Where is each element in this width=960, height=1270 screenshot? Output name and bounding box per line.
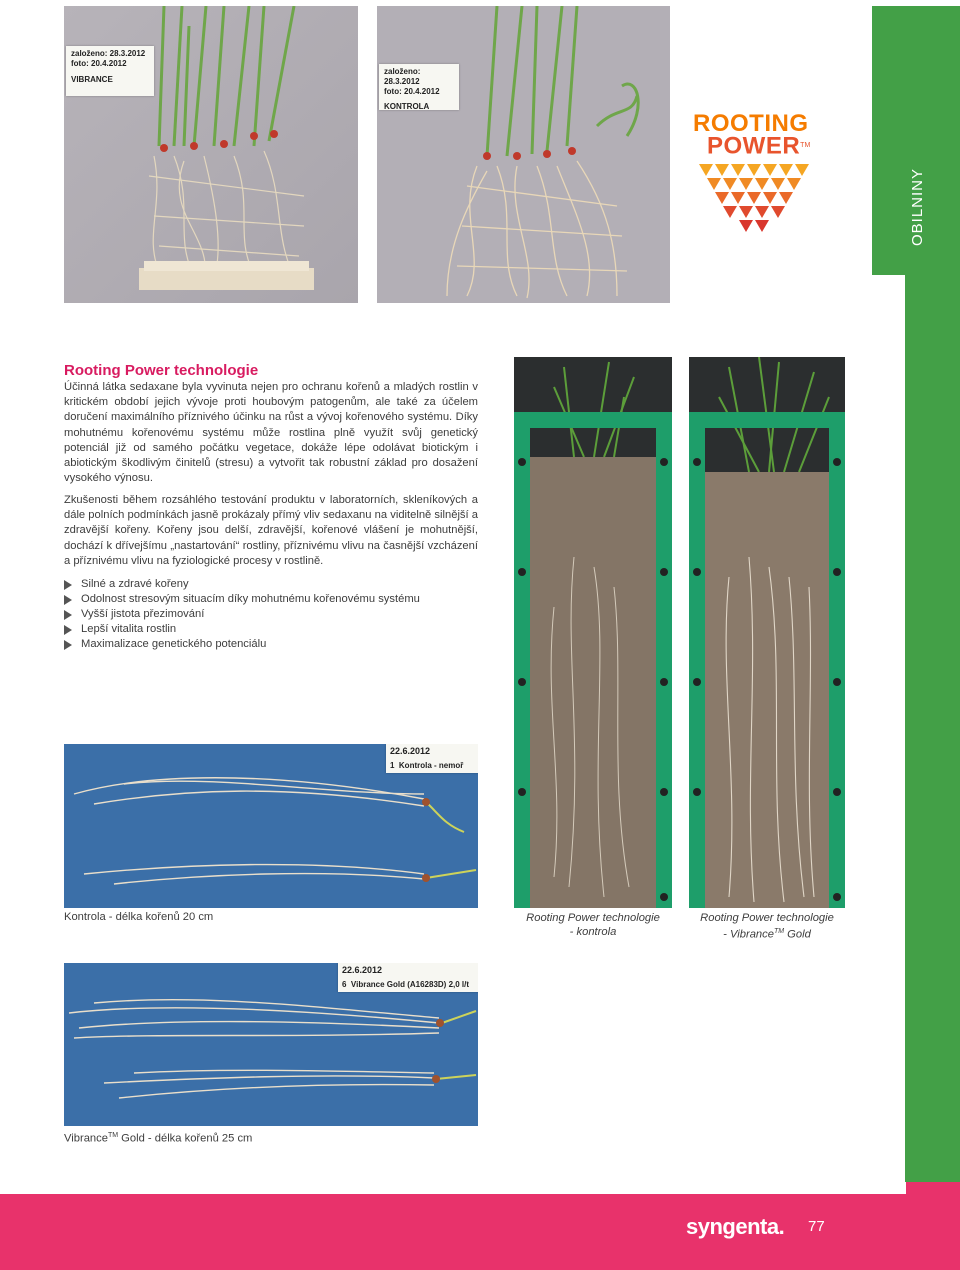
photo-tag: založeno: 28.3.2012 foto: 20.4.2012 KONTROLA — [379, 64, 459, 110]
paragraph-intro: Účinná látka sedaxane byla vyvinuta nejen pro ochranu kořenů a mladých rostlin v kritickém období jejich vývoje proti houbovým patogenům, ale také za účelem doručení maximálního příznivého účinku na růst a vývoj kořenového systému. Díky mohutnému kořenovému systému může rostlina plně využít svůj genetický potenciál již od samého počátku vegetace, dokáže lépe odolávat biotickým i abiotickým škodlivým činitelů (stresu) a vytvořit tak robustní základ pro dosažení vysokého výnosu. — [64, 381, 478, 485]
list-item: Silné a zdravé kořeny — [64, 577, 420, 592]
photo-vibrance-roots — [64, 963, 478, 1126]
list-item: Vyšší jistota přezimování — [64, 607, 420, 622]
logo-word-power: POWER — [707, 132, 801, 160]
caption-vibrance-roots: Vibrance™ Gold - délka kořenů 25 cm — [64, 1132, 253, 1145]
photo-rhizotron-control — [514, 357, 672, 908]
bullet-triangle-icon — [64, 625, 72, 635]
list-item: Maximalizace genetického potenciálu — [64, 637, 420, 652]
logo-triangles-icon — [693, 164, 829, 234]
bullet-triangle-icon — [64, 640, 72, 650]
list-item: Odolnost stresovým situacím díky mohutnému kořenovému systému — [64, 592, 420, 607]
bullet-triangle-icon — [64, 580, 72, 590]
photo-control-roots — [64, 744, 478, 908]
section-heading: Rooting Power technologie — [64, 362, 259, 379]
caption-rhizotron-control: Rooting Power technologie - kontrola — [526, 912, 660, 938]
photo-vibrance-plant — [64, 6, 358, 303]
photo-tag: 22.6.2012 6 Vibrance Gold (A16283D) 2,0 l/t — [338, 963, 478, 992]
footer-gap — [0, 1182, 906, 1194]
photo-rhizotron-vibrance — [689, 357, 845, 908]
photo-tag: 22.6.2012 1 Kontrola - nemoř — [386, 744, 478, 773]
section-label: OBILNINY — [909, 167, 926, 246]
side-tab-gap — [872, 275, 905, 1182]
bullet-triangle-icon — [64, 610, 72, 620]
photo-tag: založeno: 28.3.2012 foto: 20.4.2012 VIBRANCE — [66, 46, 154, 96]
caption-control-roots: Kontrola - délka kořenů 20 cm — [64, 911, 214, 923]
list-item: Lepší vitalita rostlin — [64, 622, 420, 637]
paragraph-testing: Zkušenosti během rozsáhlého testování produktu v laboratorních, skleníkových a dále polních podmínkách jasně prokázaly přímý vliv sedaxanu na viditelně silnější a zdravější kořeny. Kořeny jsou delší, zdravější, kořenové vlášení je mohutnější, dochází k dřívejšímu „nastartování“ rostliny, příznivému vlivu na časnější vzcházení a příznivému vlivu na fyziologické procesy v rostlině. — [64, 494, 478, 567]
rooting-power-logo: ROOTING POWER™ — [693, 112, 829, 234]
photo-control-plant — [377, 6, 670, 303]
bullet-triangle-icon — [64, 595, 72, 605]
syngenta-logo: syngenta. — [686, 1214, 785, 1239]
caption-rhizotron-vibrance: Rooting Power technologie - Vibrance™ Gold — [700, 912, 834, 941]
logo-word-rooting: ROOTING — [693, 110, 809, 137]
benefits-list — [64, 577, 420, 652]
page-number: 77 — [808, 1218, 825, 1235]
